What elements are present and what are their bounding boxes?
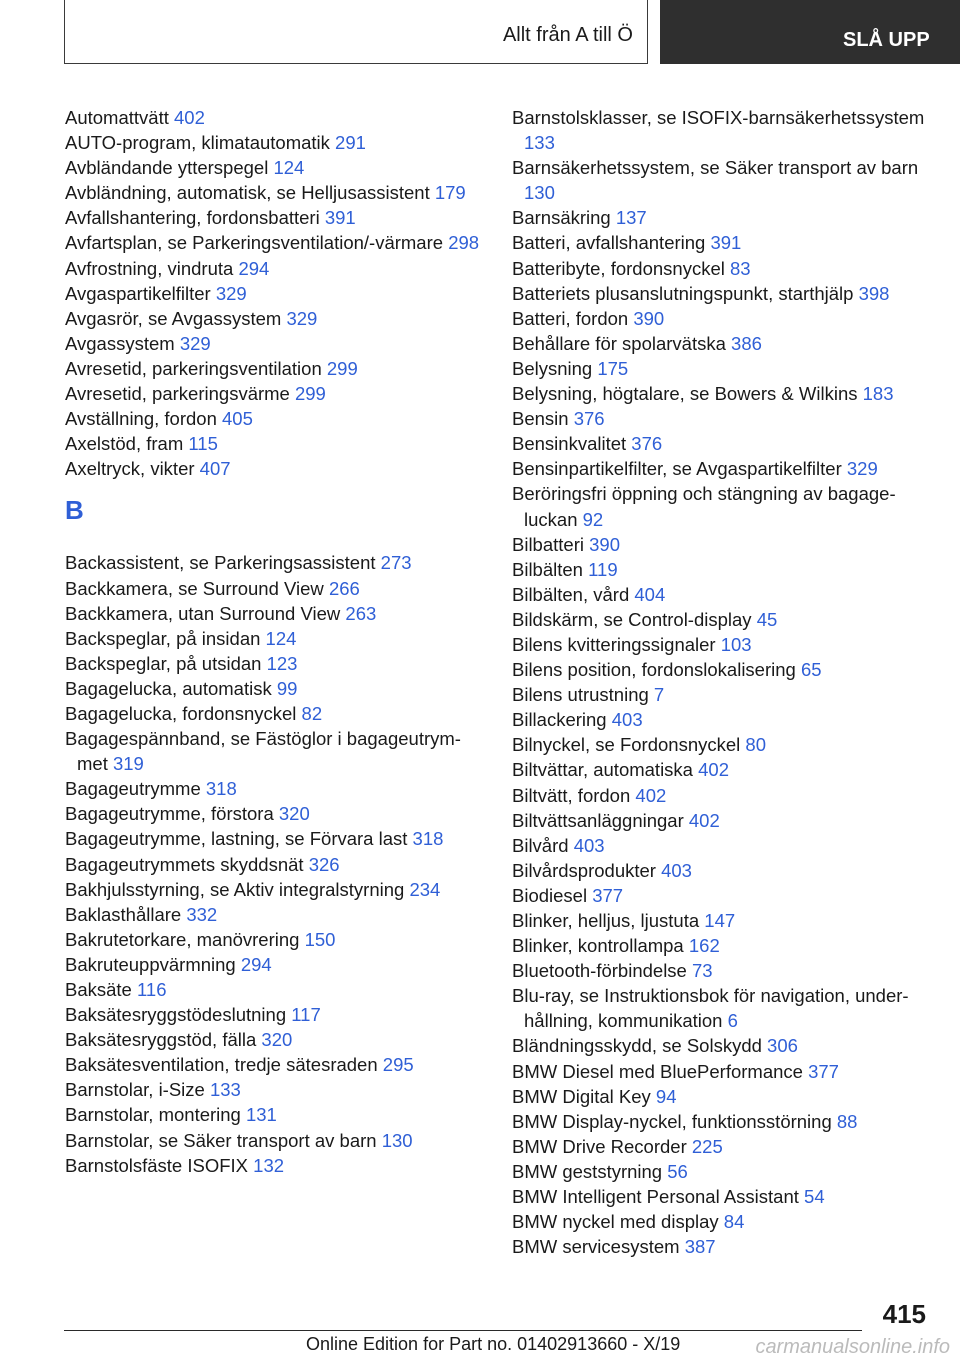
index-entry-text: Billackering — [512, 709, 607, 731]
index-entry — [65, 576, 485, 601]
index-page-link[interactable]: 179 — [434, 182, 466, 204]
index-page-link[interactable]: 123 — [266, 652, 298, 674]
index-group-b — [65, 550, 485, 1177]
index-page-link[interactable]: 403 — [661, 859, 692, 881]
edition-footer: Online Edition for Part no. 01402913660 - X/19 — [306, 1334, 681, 1354]
index-entry — [512, 481, 932, 531]
index-entry-text: Blinker, helljus, ljustuta — [512, 910, 700, 931]
index-entry — [512, 1209, 932, 1234]
index-entry — [65, 651, 485, 676]
index-entry-text: Bensinpartikelfilter, se Avgaspartikelfilter — [512, 458, 842, 480]
index-entry-text: Bilvårdsprodukter — [512, 859, 656, 881]
index-page-link[interactable]: 150 — [304, 928, 336, 950]
index-entry — [512, 1033, 932, 1058]
index-entry — [512, 808, 932, 833]
index-entry-text: Avfrostning, vindruta — [65, 257, 234, 279]
index-entry — [512, 356, 932, 381]
index-page-link[interactable]: 7 — [653, 684, 665, 706]
index-page-link[interactable]: 318 — [412, 828, 444, 850]
index-entry-text: BMW Digital Key — [512, 1085, 651, 1107]
index-page-link[interactable]: 390 — [633, 307, 665, 329]
index-entry — [65, 601, 485, 626]
index-entry — [65, 927, 485, 952]
index-entry — [512, 1134, 932, 1159]
index-page-link[interactable]: 391 — [324, 207, 356, 229]
index-page-link[interactable]: 398 — [858, 282, 890, 304]
index-page-link[interactable]: 299 — [294, 383, 326, 405]
index-entry — [512, 883, 932, 908]
index-entry-text: Beröringsfri öppning och stängning av bagageluckan — [512, 483, 896, 530]
index-entry — [512, 557, 932, 582]
index-entry-text: AUTO-program, klimatautomatik — [65, 132, 330, 154]
index-entry — [512, 707, 932, 732]
index-entry — [65, 381, 485, 406]
index-entry-text: Barnstolar, se Säker transport av barn — [65, 1129, 377, 1151]
index-entry — [512, 1059, 932, 1084]
index-entry — [65, 105, 485, 130]
index-entry-text: Avgassystem — [65, 332, 175, 354]
index-entry — [65, 776, 485, 801]
index-entry — [65, 826, 485, 851]
index-page-link[interactable]: 329 — [179, 332, 211, 354]
index-entry — [512, 205, 932, 230]
index-entry-text: Avgaspartikelfilter — [65, 282, 211, 304]
index-entry-text: Backspeglar, på insidan — [65, 627, 261, 649]
index-entry-text: Barnstolar, i-Size — [65, 1079, 205, 1101]
section-link-a-to-o[interactable]: Allt från A till Ö — [502, 24, 633, 46]
index-entry-text: Batteri, fordon — [512, 307, 629, 329]
index-page-link[interactable]: 133 — [209, 1079, 241, 1101]
index-group-b-continued — [512, 105, 932, 1259]
index-entry — [65, 726, 485, 776]
index-entry — [512, 1109, 932, 1134]
index-entry — [512, 682, 932, 707]
index-entry — [512, 1184, 932, 1209]
index-entry-text: Biltvättar, automatiska — [512, 759, 693, 781]
index-entry-text: BMW Intelligent Personal Assistant — [512, 1186, 799, 1208]
index-entry-text: BMW servicesystem — [512, 1236, 680, 1258]
index-entry-text: Backkamera, se Surround View — [65, 577, 324, 599]
index-entry-text: Avbländande ytterspegel — [65, 157, 269, 179]
index-entry-text: Bilvård — [512, 834, 569, 856]
index-page-link[interactable]: 402 — [688, 809, 720, 831]
index-page-link[interactable]: 273 — [380, 552, 412, 574]
index-column-right — [512, 105, 932, 1259]
index-entry — [512, 1159, 932, 1184]
index-entry — [512, 983, 932, 1033]
index-entry-text: Avresetid, parkeringsventilation — [65, 357, 322, 379]
section-letter-b: B — [65, 495, 84, 526]
index-page-link[interactable]: 402 — [635, 784, 667, 806]
index-page-link[interactable]: 376 — [631, 433, 663, 455]
index-entry-text: Avfartsplan, se Parkeringsventilation/-värmare — [65, 232, 444, 254]
index-entry — [512, 732, 932, 757]
index-entry — [65, 550, 485, 575]
index-entry-text: Avbländning, automatisk, se Helljusassistent — [65, 182, 430, 204]
index-entry — [65, 230, 485, 255]
index-entry — [65, 1077, 485, 1102]
index-entry-text: Baksäte — [65, 979, 132, 1000]
index-page-link[interactable]: 54 — [804, 1186, 825, 1208]
index-page-link[interactable]: 320 — [278, 803, 310, 825]
index-entry — [65, 281, 485, 306]
index-entry-text: Batteriets plusanslutningspunkt, starthjälp — [512, 282, 854, 304]
index-entry-text: Bakhjulsstyrning, se Aktiv integralstyrning — [65, 878, 405, 900]
index-entry — [65, 306, 485, 331]
index-entry-text: Avgasrör, se Avgassystem — [65, 307, 282, 329]
index-entry-text: BMW geststyrning — [512, 1160, 663, 1182]
index-page-link[interactable]: 45 — [756, 608, 778, 630]
index-page-link[interactable]: 405 — [222, 408, 253, 430]
index-entry-text: Bilnyckel, se Fordonsnyckel — [512, 734, 741, 756]
index-entry-text: Bländningsskydd, se Solskydd — [512, 1035, 762, 1057]
index-page-link[interactable]: 298 — [448, 232, 480, 254]
index-entry — [512, 657, 932, 682]
index-page-link[interactable]: 403 — [611, 709, 643, 731]
index-entry — [512, 281, 932, 306]
index-page-link[interactable]: 103 — [720, 633, 752, 655]
index-page-link[interactable]: 291 — [335, 132, 366, 154]
index-page-link[interactable]: 65 — [800, 659, 822, 681]
index-entry-text: Behållare för spolarvätska — [512, 332, 726, 354]
index-entry — [512, 306, 932, 331]
index-entry-text: Baksätesryggstöd, fälla — [65, 1029, 257, 1051]
index-entry-text: Backkamera, utan Surround View — [65, 602, 341, 624]
index-entry-text: Bilens position, fordonslokalisering — [512, 659, 796, 681]
index-entry-text: Barnsäkring — [512, 207, 611, 229]
index-entry — [512, 757, 932, 782]
index-entry-text: Bilbatteri — [512, 533, 584, 555]
index-entry — [512, 532, 932, 557]
index-page-link[interactable]: 294 — [238, 257, 270, 279]
index-entry-text: Bilbälten, vård — [512, 583, 630, 605]
index-entry — [65, 952, 485, 977]
index-entry — [512, 783, 932, 808]
index-entry — [65, 852, 485, 877]
index-entry-text: Avresetid, parkeringsvärme — [65, 383, 290, 405]
index-page-link[interactable]: 84 — [723, 1211, 745, 1233]
index-entry — [65, 205, 485, 230]
index-entry-text: BMW Drive Recorder — [512, 1135, 687, 1157]
index-entry — [65, 877, 485, 902]
index-page-link[interactable]: 319 — [112, 753, 144, 775]
index-page-link[interactable]: 390 — [589, 533, 620, 555]
index-entry-text: Bensin — [512, 408, 569, 430]
index-entry-text: Bagageutrymme — [65, 778, 201, 800]
index-entry — [512, 833, 932, 858]
index-entry-text: Barnstolsklasser, se ISOFIX-barnsäkerhetssystem — [512, 107, 925, 128]
index-entry — [65, 626, 485, 651]
index-entry — [512, 1234, 932, 1259]
index-page-link[interactable]: 376 — [573, 408, 605, 430]
index-page-link[interactable]: 402 — [174, 107, 205, 128]
index-page-link[interactable]: 318 — [205, 778, 237, 800]
index-entry — [65, 1102, 485, 1127]
index-page-link[interactable]: 92 — [582, 508, 604, 530]
index-entry-text: Blinker, kontrollampa — [512, 935, 684, 957]
index-entry — [65, 701, 485, 726]
index-entry — [65, 801, 485, 826]
index-entry-text: Bagageutrymmets skyddsnät — [65, 853, 304, 875]
watermark-text: carmanualsonline.info — [755, 1336, 950, 1358]
index-entry-text: Axelstöd, fram — [65, 433, 184, 455]
index-page-link[interactable]: 119 — [588, 558, 618, 580]
index-entry-text: Bildskärm, se Control-display — [512, 608, 752, 630]
index-entry-text: Backspeglar, på utsidan — [65, 652, 262, 674]
index-entry-text: Bensinkvalitet — [512, 433, 627, 455]
index-page-link[interactable]: 117 — [291, 1004, 321, 1026]
index-page-link[interactable]: 234 — [409, 878, 441, 900]
index-page-link[interactable]: 124 — [265, 627, 297, 649]
index-column-left — [65, 105, 485, 1178]
index-entry — [512, 1084, 932, 1109]
index-entry-text: Bluetooth-förbindelse — [512, 960, 687, 982]
index-entry-text: Automattvätt — [65, 107, 169, 128]
index-entry-text: Belysning, högtalare, se Bowers & Wilkins — [512, 383, 858, 405]
index-page-link[interactable]: 80 — [745, 734, 766, 756]
index-entry — [65, 256, 485, 281]
index-entry — [65, 1128, 485, 1153]
index-page-link[interactable]: 299 — [326, 357, 358, 379]
index-entry — [65, 676, 485, 701]
index-page-link[interactable]: 377 — [592, 884, 624, 906]
index-page-link[interactable]: 329 — [215, 282, 247, 304]
footer-divider — [64, 1330, 862, 1331]
index-page-link[interactable]: 403 — [573, 834, 605, 856]
index-entry-text: Bagagelucka, automatisk — [65, 677, 272, 699]
index-page-link[interactable]: 82 — [301, 702, 323, 724]
index-page-link[interactable]: 175 — [597, 357, 629, 379]
index-page-link[interactable]: 404 — [634, 583, 666, 605]
index-entry — [512, 858, 932, 883]
index-entry — [512, 230, 932, 255]
index-entry-text: BMW Diesel med BluePerformance — [512, 1060, 803, 1082]
index-page-link[interactable]: 124 — [273, 157, 305, 179]
page-number: 415 — [882, 1299, 926, 1329]
index-page-link[interactable]: 225 — [691, 1135, 723, 1157]
index-entry-text: Batteri, avfallshantering — [512, 232, 706, 254]
index-page-link[interactable]: 329 — [286, 307, 318, 329]
index-page-link[interactable]: 294 — [240, 953, 272, 975]
index-entry — [512, 958, 932, 983]
index-entry — [65, 977, 485, 1002]
index-page-link[interactable]: 377 — [808, 1060, 839, 1082]
index-entry — [65, 180, 485, 205]
index-entry-text: Bilens utrustning — [512, 684, 649, 706]
index-page-link[interactable]: 132 — [253, 1154, 285, 1176]
index-entry-text: Avfallshantering, fordonsbatteri — [65, 207, 320, 229]
index-entry — [65, 1153, 485, 1178]
index-page-link[interactable]: 88 — [836, 1110, 858, 1132]
jump-lookup-button[interactable]: SLÅ UPP — [660, 0, 960, 64]
index-page-link[interactable]: 329 — [846, 458, 878, 480]
index-entry — [512, 632, 932, 657]
index-page-link[interactable]: 133 — [524, 132, 555, 154]
index-page-link[interactable]: 162 — [688, 935, 720, 957]
index-page-link[interactable]: 131 — [245, 1104, 277, 1126]
index-entry — [65, 130, 485, 155]
index-entry-text: Bagageutrymme, förstora — [65, 803, 274, 825]
index-entry — [65, 356, 485, 381]
index-page-link[interactable]: 332 — [186, 903, 218, 925]
index-entry-text: Barnsäkerhetssystem, se Säker transport av barn — [512, 157, 919, 179]
index-group-a — [65, 105, 485, 481]
index-entry — [65, 1002, 485, 1027]
index-entry-text: Barnstolar, montering — [65, 1104, 241, 1126]
index-entry-text: Baklasthållare — [65, 903, 182, 925]
index-entry — [512, 331, 932, 356]
index-page-link[interactable]: 116 — [137, 979, 167, 1000]
index-entry — [512, 607, 932, 632]
index-entry-text: Baksätesventilation, tredje sätesraden — [65, 1054, 378, 1076]
index-entry — [512, 933, 932, 958]
index-entry-text: Axeltryck, vikter — [65, 458, 195, 480]
index-page-link[interactable]: 320 — [261, 1029, 293, 1051]
index-page-link[interactable]: 387 — [684, 1236, 716, 1258]
index-page-link[interactable]: 99 — [276, 677, 298, 699]
index-entry-text: Bakruteuppvärmning — [65, 953, 236, 975]
index-entry-text: Backassistent, se Parkeringsassistent — [65, 552, 376, 574]
index-entry — [512, 406, 932, 431]
index-entry-text: Blu-ray, se Instruktionsbok för navigation, underhållning, kommunikation — [512, 985, 909, 1032]
index-entry-text: Biltvätt, fordon — [512, 784, 631, 806]
index-entry-text: Biltvättsanläggningar — [512, 809, 684, 831]
index-entry-text: BMW nyckel med display — [512, 1211, 719, 1233]
index-entry — [512, 431, 932, 456]
index-page-link[interactable]: 6 — [727, 1010, 738, 1032]
index-entry — [65, 1027, 485, 1052]
index-entry-text: Baksätesryggstödeslutning — [65, 1004, 287, 1026]
index-page-link[interactable]: 183 — [862, 383, 894, 405]
index-page-link[interactable]: 391 — [710, 232, 742, 254]
index-entry — [65, 456, 485, 481]
index-page-link[interactable]: 115 — [188, 433, 218, 455]
index-page-link[interactable]: 73 — [691, 960, 713, 982]
index-page-link[interactable]: 137 — [615, 207, 647, 229]
index-entry — [512, 256, 932, 281]
index-page-link[interactable]: 306 — [767, 1035, 798, 1057]
index-entry-text: Barnstolsfäste ISOFIX — [65, 1154, 249, 1176]
header-section-frame — [64, 0, 648, 64]
index-entry — [65, 331, 485, 356]
index-page-link[interactable]: 386 — [731, 332, 762, 354]
index-page-link[interactable]: 147 — [704, 910, 736, 931]
index-entry-text: Bilens kvitteringssignaler — [512, 633, 716, 655]
index-entry-text: Bakrutetorkare, manövrering — [65, 928, 300, 950]
index-entry-text: Biodiesel — [512, 884, 588, 906]
index-entry — [65, 155, 485, 180]
index-entry — [65, 406, 485, 431]
index-entry-text: Batteribyte, fordonsnyckel — [512, 257, 725, 279]
index-entry — [512, 456, 932, 481]
index-page-link[interactable]: 56 — [667, 1160, 688, 1182]
index-entry — [512, 105, 932, 155]
index-page-link[interactable]: 130 — [381, 1129, 413, 1151]
index-entry-text: Bagagelucka, fordonsnyckel — [65, 702, 297, 724]
index-page-link[interactable]: 295 — [382, 1054, 414, 1076]
index-entry-text: BMW Display-nyckel, funktionsstörning — [512, 1110, 832, 1132]
index-page-link[interactable]: 266 — [328, 577, 360, 599]
index-entry-text: Bagageutrymme, lastning, se Förvara last — [65, 828, 408, 850]
index-entry — [512, 381, 932, 406]
index-entry-text: Avställning, fordon — [65, 408, 217, 430]
index-entry-text: Belysning — [512, 357, 593, 379]
index-entry-text: Bagagespännband, se Fästöglor i bagageutrymmet — [65, 728, 461, 775]
index-page-link[interactable]: 402 — [698, 759, 729, 781]
index-page-link[interactable]: 130 — [524, 182, 555, 204]
index-page-link[interactable]: 407 — [199, 458, 231, 480]
index-entry — [65, 902, 485, 927]
index-entry — [65, 431, 485, 456]
index-entry-text: Bilbälten — [512, 558, 583, 580]
index-entry — [65, 1052, 485, 1077]
index-page-link[interactable]: 263 — [345, 602, 377, 624]
index-entry — [512, 582, 932, 607]
index-page-link[interactable]: 326 — [308, 853, 340, 875]
index-entry — [512, 155, 932, 205]
index-page-link[interactable]: 83 — [730, 257, 751, 279]
index-entry — [512, 908, 932, 933]
index-page-link[interactable]: 94 — [655, 1085, 677, 1107]
